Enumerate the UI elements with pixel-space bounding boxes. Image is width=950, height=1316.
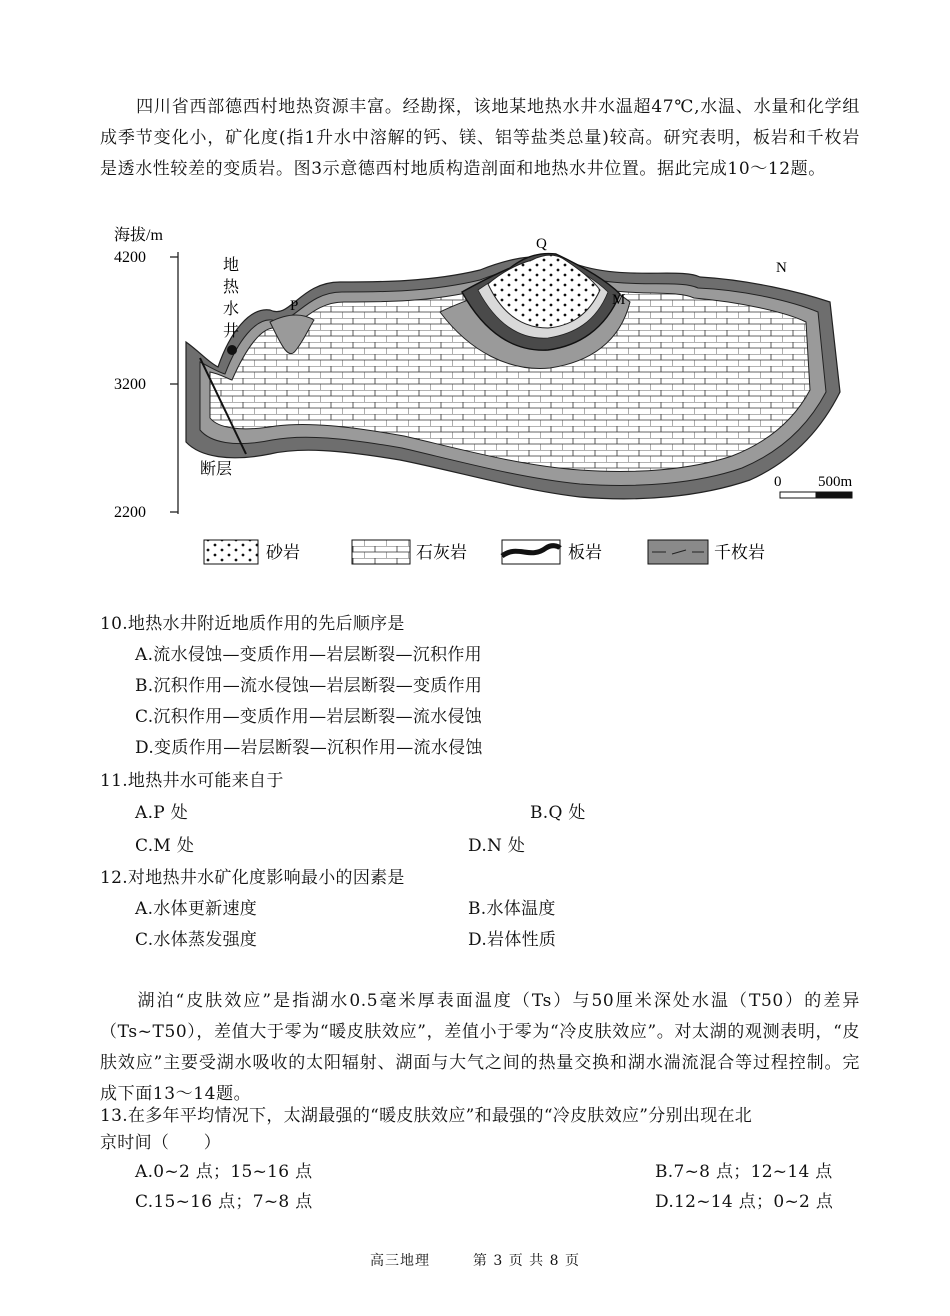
intro-paragraph-geothermal [100,92,860,185]
y-tick-4200: 4200 [114,249,146,266]
q13-option-c[interactable]: C.15~16 点；7~8 点 [135,1192,313,1212]
q10-option-b[interactable]: B.沉积作用—流水侵蚀—岩层断裂—变质作用 [135,676,483,696]
q11-option-a[interactable]: A.P 处 [135,803,189,823]
legend-sandstone-swatch [204,540,258,564]
q13-option-a[interactable]: A.0~2 点；15~16 点 [135,1162,313,1182]
q13-stem-line1: 13.在多年平均情况下，太湖最强的“暖皮肤效应”和最强的“冷皮肤效应”分别出现在北 [100,1106,753,1126]
y-axis [114,226,178,521]
rock-strata [186,254,840,499]
q11-option-d[interactable]: D.N 处 [468,836,526,856]
svg-text:水: 水 [223,301,240,318]
q12-option-b[interactable]: B.水体温度 [468,899,556,919]
q10-stem: 10.地热水井附近地质作用的先后顺序是 [100,614,405,634]
q12-stem: 12.对地热井水矿化度影响最小的因素是 [100,868,405,888]
intro2-text: 湖泊“皮肤效应”是指湖水0.5毫米厚表面温度（Ts）与50厘米深处水温（T50）的差异（Ts~T50），差值大于零为“暖皮肤效应”，差值小于零为“冷皮肤效应”。对太湖的观测表明，“皮肤效应”主要受湖水吸收的太阳辐射、湖面与大气之间的热量交换和湖水湍流混合等过程控制。完成下面13～14题。 [100,991,860,1104]
well-label [223,255,240,340]
legend-limestone-swatch [352,540,410,564]
y-axis-title: 海拔/m [114,227,163,244]
svg-text:地: 地 [223,257,240,274]
point-n-label: N [776,260,787,276]
q12-option-d[interactable]: D.岩体性质 [468,930,557,950]
geology-cross-section-figure [100,222,860,582]
page-footer [0,1250,950,1270]
scale-length: 500m [818,474,853,490]
q12-option-c[interactable]: C.水体蒸发强度 [135,930,258,950]
point-m-label: M [612,292,626,308]
legend-phyllite-label: 千枚岩 [714,543,765,562]
intro-paragraph-skin-effect [100,986,860,1110]
legend-limestone-label: 石灰岩 [416,543,467,562]
q12-option-a[interactable]: A.水体更新速度 [135,899,258,919]
svg-text:井: 井 [223,323,240,340]
q10-option-d[interactable]: D.变质作用—岩层断裂—沉积作用—流水侵蚀 [135,738,483,758]
q10-option-c[interactable]: C.沉积作用—变质作用—岩层断裂—流水侵蚀 [135,707,483,727]
legend-slate-label: 板岩 [568,543,602,562]
q13-option-b[interactable]: B.7~8 点；12~14 点 [655,1162,833,1182]
q11-option-c[interactable]: C.M 处 [135,836,195,856]
point-q-label: Q [536,236,547,252]
svg-text:热: 热 [223,279,240,296]
q11-stem: 11.地热井水可能来自于 [100,771,284,791]
footer-page-number: 第 3 页 共 8 页 [472,1253,580,1269]
q13-stem-line2: 京时间（ ） [100,1133,222,1153]
scale-bar [774,474,853,498]
y-tick-3200: 3200 [114,376,146,393]
figure-legend [204,540,765,564]
q11-option-b[interactable]: B.Q 处 [530,803,586,823]
q13-option-d[interactable]: D.12~14 点；0~2 点 [655,1192,834,1212]
fault-label: 断层 [200,461,233,478]
intro-text: 四川省西部德西村地热资源丰富。经勘探，该地某地热水井水温超47℃,水温、水量和化学组成季节变化小，矿化度(指1升水中溶解的钙、镁、铝等盐类总量)较高。研究表明，板岩和千枚岩是透水性较差的变质岩。图3示意德西村地质构造剖面和地热水井位置。据此完成10～12题。 [100,97,860,179]
well-marker [227,345,237,355]
y-tick-2200: 2200 [114,504,146,521]
scale-zero: 0 [774,474,782,490]
footer-subject: 高三地理 [370,1253,430,1269]
q10-option-a[interactable]: A.流水侵蚀—变质作用—岩层断裂—沉积作用 [135,645,482,665]
point-p-label: P [290,298,299,314]
legend-sandstone-label: 砂岩 [266,543,300,562]
